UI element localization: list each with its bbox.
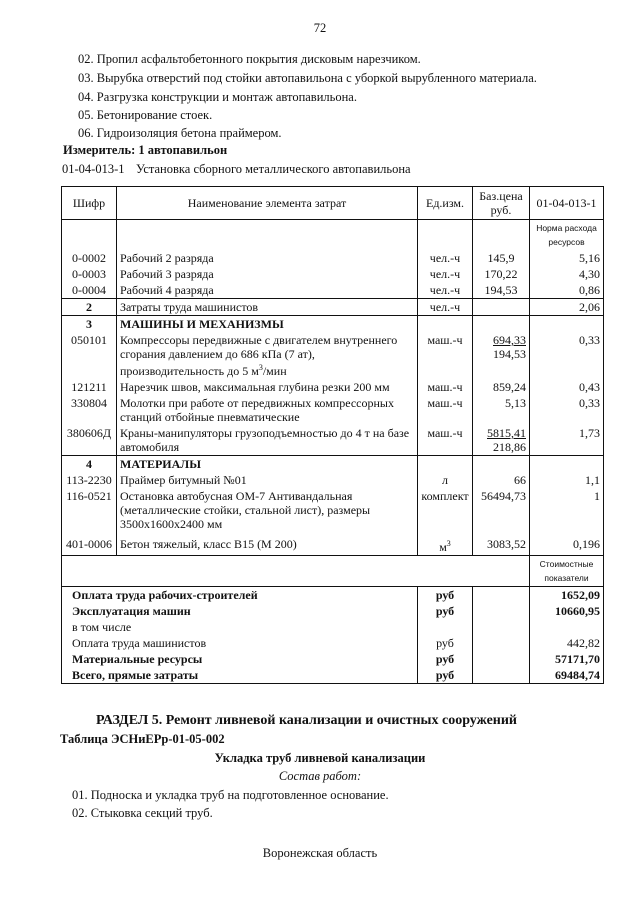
cell-unit: л [418, 472, 473, 488]
cell-price: 694,33 194,53 [473, 332, 530, 379]
cell-value: 1,1 [530, 472, 604, 488]
work-step: 05. Бетонирование стоек. [78, 108, 213, 122]
materials-heading-row [62, 456, 604, 473]
work-step: 02. Пропил асфальтобетонного покрытия дисковым нарезчиком. [78, 52, 421, 66]
table-row [62, 299, 604, 316]
cell-unit: чел.-ч [418, 266, 473, 282]
cell-value: 0,86 [530, 282, 604, 299]
cell-value: 4,30 [530, 266, 604, 282]
cost-label-row [62, 556, 604, 587]
cell-name: Молотки при работе от передвижных компрессорных станций отбойные пневматические [117, 395, 418, 425]
total-unit: руб [418, 587, 473, 604]
cell-value: 1 [530, 488, 604, 536]
table-row [62, 332, 604, 379]
cell-code: 2 [62, 299, 117, 316]
cell-unit: чел.-ч [418, 299, 473, 316]
cell-value: 5,16 [530, 250, 604, 266]
cell-value: 0,43 [530, 379, 604, 395]
norm-label-row [62, 220, 604, 251]
header-unit: Ед.изм. [418, 187, 473, 220]
total-unit: руб [418, 667, 473, 684]
total-value [530, 619, 604, 635]
subsection-title: Укладка труб ливневой канализации [214, 751, 426, 765]
header-name: Наименование элемента затрат [117, 187, 418, 220]
total-unit: руб [418, 651, 473, 667]
table-row [62, 250, 604, 266]
total-value: 69484,74 [530, 667, 604, 684]
cell-price: 5815,41 218,86 [473, 425, 530, 456]
table-row [62, 472, 604, 488]
cell-name: Рабочий 4 разряда [117, 282, 418, 299]
cell-value: 0,33 [530, 332, 604, 379]
table-header-row [62, 187, 604, 220]
cost-label: Стоимостные показатели [530, 556, 604, 587]
cell-code: 4 [62, 456, 117, 473]
cell-code: 380606Д [62, 425, 117, 456]
cell-name: Краны-манипуляторы грузоподъемностью до 4 т на базе автомобиля [117, 425, 418, 456]
meter-label: Измеритель: 1 автопавильон [63, 143, 228, 157]
cell-value: 0,33 [530, 395, 604, 425]
cell-price: 66 [473, 472, 530, 488]
work-composition-label: Состав работ: [278, 769, 362, 783]
cell-value: 2,06 [530, 299, 604, 316]
cell-unit: чел.-ч [418, 250, 473, 266]
cell-code: 113-2230 [62, 472, 117, 488]
total-value: 442,82 [530, 635, 604, 651]
cell-unit: чел.-ч [418, 282, 473, 299]
total-unit [418, 619, 473, 635]
materials-heading: МАТЕРИАЛЫ [117, 456, 418, 473]
cell-name: Компрессоры передвижные с двигателем внутреннего сгорания давлением до 686 кПа (7 ат), производительность до 5 $м^3$/мин [117, 332, 418, 379]
totals-row [62, 603, 604, 619]
totals-row [62, 635, 604, 651]
total-value: 1652,09 [530, 587, 604, 604]
cell-code: 401-0006 [62, 536, 117, 556]
table-row [62, 379, 604, 395]
cell-unit: маш.-ч [418, 332, 473, 379]
cell-code: 3 [62, 316, 117, 333]
cell-price: 5,13 [473, 395, 530, 425]
cell-name: Затраты труда машинистов [117, 299, 418, 316]
cell-price: 170,22 [473, 266, 530, 282]
cell-code: 0-0002 [62, 250, 117, 266]
total-value: 10660,95 [530, 603, 604, 619]
cell-name: Рабочий 3 разряда [117, 266, 418, 282]
total-unit: руб [418, 603, 473, 619]
cell-name: Бетон тяжелый, класс B15 (М 200) [117, 536, 418, 556]
cell-unit: маш.-ч [418, 425, 473, 456]
item-code: 01-04-013-1 [62, 162, 125, 176]
resource-table [61, 186, 604, 684]
header-code: Шифр [62, 187, 117, 220]
cell-code: 116-0521 [62, 488, 117, 536]
cell-unit: комплект [418, 488, 473, 536]
table-row [62, 425, 604, 456]
cell-price [473, 299, 530, 316]
page-number: 72 [313, 21, 327, 35]
total-name: в том числе [62, 619, 418, 635]
table-row [62, 395, 604, 425]
table-row [62, 536, 604, 556]
table-id: Таблица ЭСНиЕРр-01-05-002 [60, 732, 225, 746]
table-row [62, 266, 604, 282]
total-name: Всего, прямые затраты [62, 667, 418, 684]
cell-code: 330804 [62, 395, 117, 425]
work-step: 02. Стыковка секций труб. [72, 806, 213, 820]
total-value: 57171,70 [530, 651, 604, 667]
cell-price: 859,24 [473, 379, 530, 395]
cell-name: Нарезчик швов, максимальная глубина резки 200 мм [117, 379, 418, 395]
totals-row [62, 587, 604, 604]
section-title: РАЗДЕЛ 5. Ремонт ливневой канализации и очистных сооружений [96, 713, 517, 728]
cell-code: 121211 [62, 379, 117, 395]
cell-price: 194,53 [473, 282, 530, 299]
cell-code: 050101 [62, 332, 117, 379]
totals-row [62, 619, 604, 635]
norm-label: Норма расхода ресурсов [530, 220, 604, 251]
work-step: 03. Вырубка отверстий под стойки автопавильона с уборкой вырубленного материала. [78, 71, 537, 85]
cell-code: 0-0004 [62, 282, 117, 299]
cell-unit: $м^3$ [418, 536, 473, 556]
cell-unit: маш.-ч [418, 395, 473, 425]
totals-row [62, 667, 604, 684]
total-unit: руб [418, 635, 473, 651]
total-name: Материальные ресурсы [62, 651, 418, 667]
machines-heading-row [62, 316, 604, 333]
cell-name: Праймер битумный №01 [117, 472, 418, 488]
total-name: Оплата труда рабочих-строителей [62, 587, 418, 604]
cell-price: 145,9 [473, 250, 530, 266]
total-name: Оплата труда машинистов [62, 635, 418, 651]
work-step: 04. Разгрузка конструкции и монтаж автопавильона. [78, 90, 357, 104]
cell-name: Остановка автобусная ОМ-7 Антивандальная (металлические стойки, стальной лист), размеры 3500х1600х2400 мм [117, 488, 418, 536]
total-name: Эксплуатация машин [62, 603, 418, 619]
work-step: 01. Подноска и укладка труб на подготовленное основание. [72, 788, 389, 802]
cell-value: 0,196 [530, 536, 604, 556]
totals-row [62, 651, 604, 667]
header-col: 01-04-013-1 [530, 187, 604, 220]
cell-value: 1,73 [530, 425, 604, 456]
item-title: Установка сборного металлического автопавильона [136, 162, 411, 176]
cell-unit: маш.-ч [418, 379, 473, 395]
cell-price: 3083,52 [473, 536, 530, 556]
table-row [62, 282, 604, 299]
work-step: 06. Гидроизоляция бетона праймером. [78, 126, 282, 140]
machines-heading: МАШИНЫ И МЕХАНИЗМЫ [117, 316, 418, 333]
cell-code: 0-0003 [62, 266, 117, 282]
header-price: Баз.цена руб. [473, 187, 530, 220]
table-row [62, 488, 604, 536]
cell-price: 56494,73 [473, 488, 530, 536]
cell-name: Рабочий 2 разряда [117, 250, 418, 266]
footer-region: Воронежская область [262, 846, 378, 860]
